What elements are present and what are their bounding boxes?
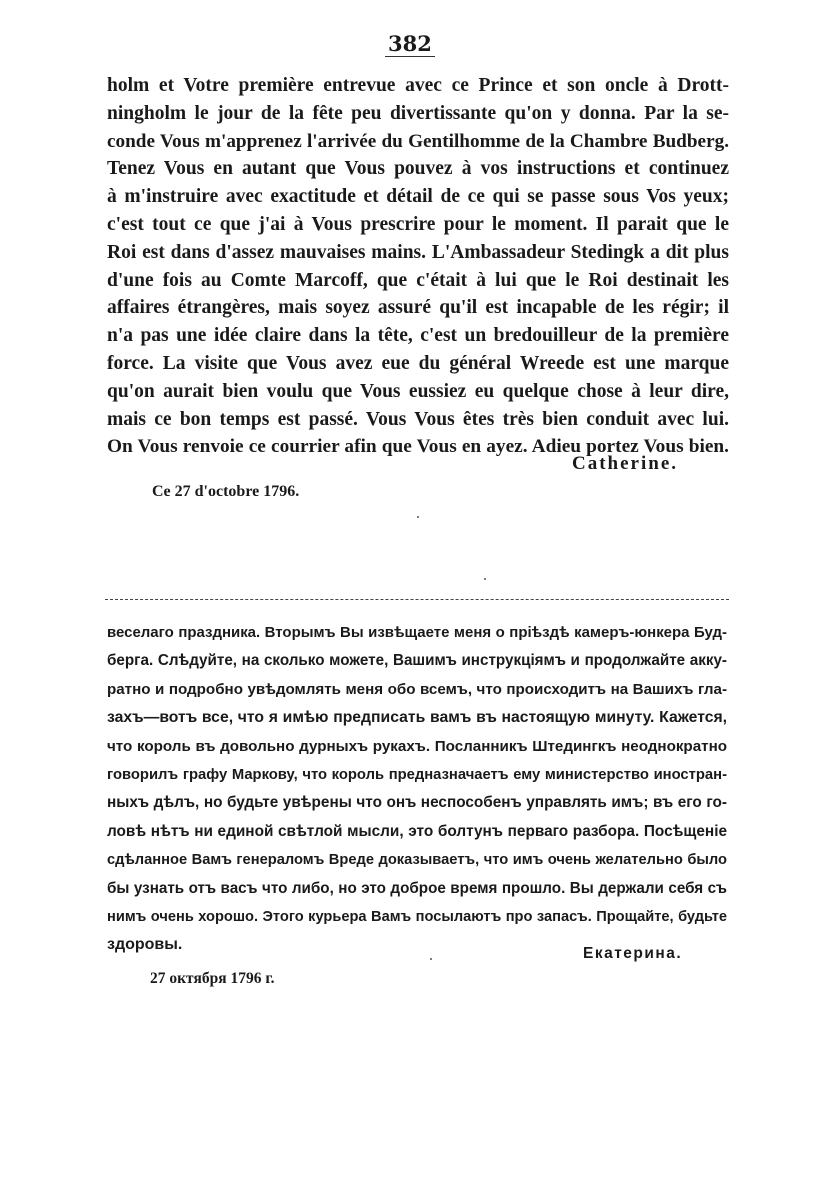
russian-line: берга. Слѣдуйте, на сколько можете, Вашимъ инструкціямъ и продолжайте акку- [107, 652, 727, 670]
french-line: à m'instruire avec exactitude et détail de ce qui se passe sous Vos yeux; [107, 186, 729, 208]
french-line: mais ce bon temps est passé. Vous Vous êtes très bien conduit avec lui. [107, 408, 729, 430]
french-line: n'a pas une idée claire dans la tête, c'est un bredouilleur de la première [107, 325, 729, 347]
russian-signature: Екатерина. [583, 945, 683, 962]
russian-date: 27 октября 1796 г. [150, 970, 275, 987]
french-line: conde Vous m'apprenez l'arrivée du Gentilhomme de la Chambre Budberg. [107, 130, 729, 152]
french-paragraph [107, 72, 729, 461]
french-line: holm et Votre première entrevue avec ce Prince et son oncle à Drott- [107, 75, 729, 96]
french-date: Ce 27 d'octobre 1796. [152, 483, 300, 500]
french-line: force. La visite que Vous avez eue du général Wreede est une marque [107, 352, 729, 374]
french-line: c'est tout ce que j'ai à Vous prescrire pour le moment. Il parait que le [107, 213, 729, 235]
french-line: d'une fois au Comte Marcoff, que c'était à lui que le Roi destinait les [107, 269, 729, 291]
french-line: Roi est dans d'assez mauvaises mains. L'Ambassadeur Stedingk a dit plus [107, 241, 729, 263]
russian-line: захъ—вотъ все, что я имѣю предписать вамъ въ настоящую минуту. Кажется, [107, 709, 727, 727]
russian-line: ныхъ дѣлъ, но будьте увѣрены что онъ неспособенъ управлять имъ; въ его го- [107, 794, 727, 812]
ink-speck [484, 578, 486, 580]
french-line: Tenez Vous en autant que Vous pouvez à vos instructions et continuez [107, 158, 729, 180]
russian-line: говорилъ графу Маркову, что король предназначаетъ ему министерство иностран- [107, 766, 727, 783]
russian-line: что король въ довольно дурныхъ рукахъ. Посланникъ Штедингкъ неоднократно [107, 737, 727, 755]
russian-line: ратно и подробно увѣдомлять меня обо всемъ, что происходитъ на Вашихъ гла- [107, 680, 727, 698]
russian-line: здоровы. [107, 936, 183, 954]
russian-line: сдѣланное Вамъ генераломъ Вреде доказываетъ, что имъ очень желательно было [107, 852, 727, 869]
ink-speck [417, 516, 419, 518]
russian-line: веселаго праздника. Вторымъ Вы извѣщаете меня о пріѣздѣ камеръ-юнкера Буд- [107, 624, 727, 641]
russian-line: ловѣ нѣтъ ни единой свѣтлой мысли, это болтунъ перваго разбора. Посѣщеніе [107, 822, 727, 840]
french-line: ningholm le jour de la fête peu divertissante qu'on y donna. Par la se- [107, 102, 729, 124]
ink-speck [430, 958, 432, 960]
french-signature: Catherine. [572, 453, 679, 474]
section-divider [105, 599, 729, 600]
russian-line: бы узнать отъ васъ что либо, но это доброе время прошло. Вы держали себя съ [107, 879, 727, 897]
french-line: On Vous renvoie ce courrier afin que Vous en ayez. Adieu portez Vous bien. [107, 436, 729, 458]
french-line: qu'on aurait bien voulu que Vous eussiez eu quelque chose à leur dire, [107, 380, 729, 402]
french-line: affaires étrangères, mais soyez assuré qu'il est incapable de les régir; il [107, 297, 729, 319]
russian-line: нимъ очень хорошо. Этого курьера Вамъ посылаютъ про запасъ. Прощайте, будьте [107, 908, 727, 925]
page-number: 382 [385, 32, 435, 57]
russian-paragraph [107, 619, 727, 960]
